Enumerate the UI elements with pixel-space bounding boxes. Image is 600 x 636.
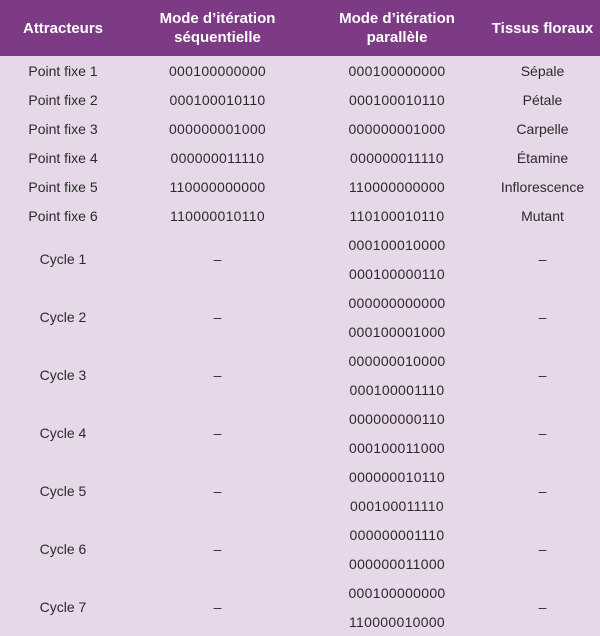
parallel-value: 000000000110: [349, 410, 445, 427]
tissue-value: –: [538, 251, 547, 267]
header-row: [0, 0, 600, 56]
attractor-name: Point fixe 5: [28, 178, 98, 195]
attractor-name: Point fixe 3: [28, 120, 98, 137]
table-row: [0, 520, 600, 549]
parallel-value: 000000010000: [348, 352, 446, 369]
table-row: [0, 462, 600, 491]
sequential-value: 110000000000: [169, 178, 266, 195]
parallel-value: 000100010110: [349, 91, 445, 108]
parallel-value: 110000010000: [349, 613, 445, 630]
sequential-value: –: [213, 425, 222, 441]
table-row: [0, 172, 600, 201]
table-row: [0, 578, 600, 607]
tissue-value: Mutant: [521, 207, 564, 224]
sequential-value: 000000011110: [170, 149, 265, 166]
table-row: [0, 201, 600, 230]
tissue-value: –: [538, 599, 547, 615]
table-row: [0, 85, 600, 114]
sequential-value: –: [213, 599, 222, 615]
tissue-value: –: [538, 541, 547, 557]
attractor-name: Point fixe 1: [28, 62, 98, 79]
attractor-name: Point fixe 2: [28, 91, 98, 108]
parallel-value: 000000001000: [348, 120, 446, 137]
tissue-value: –: [538, 483, 547, 499]
attractor-name: Cycle 1: [39, 251, 87, 267]
tissue-value: Étamine: [516, 149, 569, 166]
attractor-name: Cycle 4: [39, 425, 87, 441]
attractor-name: Cycle 6: [39, 541, 87, 557]
parallel-value: 000000011000: [349, 555, 445, 572]
parallel-value: 000000011110: [350, 149, 444, 166]
parallel-value: 000100001000: [348, 323, 446, 340]
table-row: [0, 288, 600, 317]
parallel-value: 000100010000: [348, 236, 446, 253]
sequential-value: –: [213, 309, 222, 325]
parallel-value: 000100011110: [350, 497, 444, 514]
tissue-value: –: [538, 367, 547, 383]
sequential-value: 000000001000: [168, 120, 267, 137]
sequential-value: –: [213, 541, 222, 557]
parallel-value: 000100000110: [349, 265, 445, 282]
table-body: [0, 56, 600, 636]
parallel-value: 000000000000: [348, 294, 446, 311]
header-sequential: Mode d’itération séquentielle: [126, 0, 309, 56]
parallel-value: 000000001110: [349, 526, 445, 543]
table-row: [0, 404, 600, 433]
parallel-value: 000100000000: [348, 584, 446, 601]
parallel-value: 000100001110: [349, 381, 445, 398]
attractor-name: Cycle 7: [39, 599, 87, 615]
table-row: [0, 346, 600, 375]
tissue-value: Sépale: [520, 62, 565, 79]
attractor-name: Cycle 2: [39, 309, 87, 325]
table-row: [0, 230, 600, 259]
attractor-name: Cycle 3: [39, 367, 87, 383]
tissue-value: –: [538, 309, 547, 325]
header-attracteurs: Attracteurs: [0, 0, 126, 56]
table-row: [0, 114, 600, 143]
table-row: [0, 56, 600, 85]
tissue-value: Carpelle: [516, 120, 569, 137]
sequential-value: –: [213, 367, 222, 383]
sequential-value: –: [213, 251, 222, 267]
parallel-value: 000100011000: [349, 439, 445, 456]
attractor-name: Cycle 5: [39, 483, 87, 499]
table-row: [0, 143, 600, 172]
parallel-value: 110000000000: [349, 178, 445, 195]
tissue-value: –: [538, 425, 547, 441]
sequential-value: –: [213, 483, 222, 499]
attractor-name: Point fixe 4: [28, 149, 98, 166]
parallel-value: 000100000000: [348, 62, 446, 79]
parallel-value: 000000010110: [349, 468, 445, 485]
attractor-name: Point fixe 6: [28, 207, 98, 224]
parallel-value: 110100010110: [349, 207, 445, 224]
tissue-value: Pétale: [522, 91, 563, 108]
sequential-value: 110000010110: [170, 207, 265, 224]
sequential-value: 000100000000: [168, 62, 267, 79]
header-parallel: Mode d’itération parallèle: [309, 0, 485, 56]
header-tissues: Tissus floraux: [485, 0, 600, 56]
tissue-value: Inflorescence: [500, 178, 585, 195]
sequential-value: 000100010110: [169, 91, 266, 108]
